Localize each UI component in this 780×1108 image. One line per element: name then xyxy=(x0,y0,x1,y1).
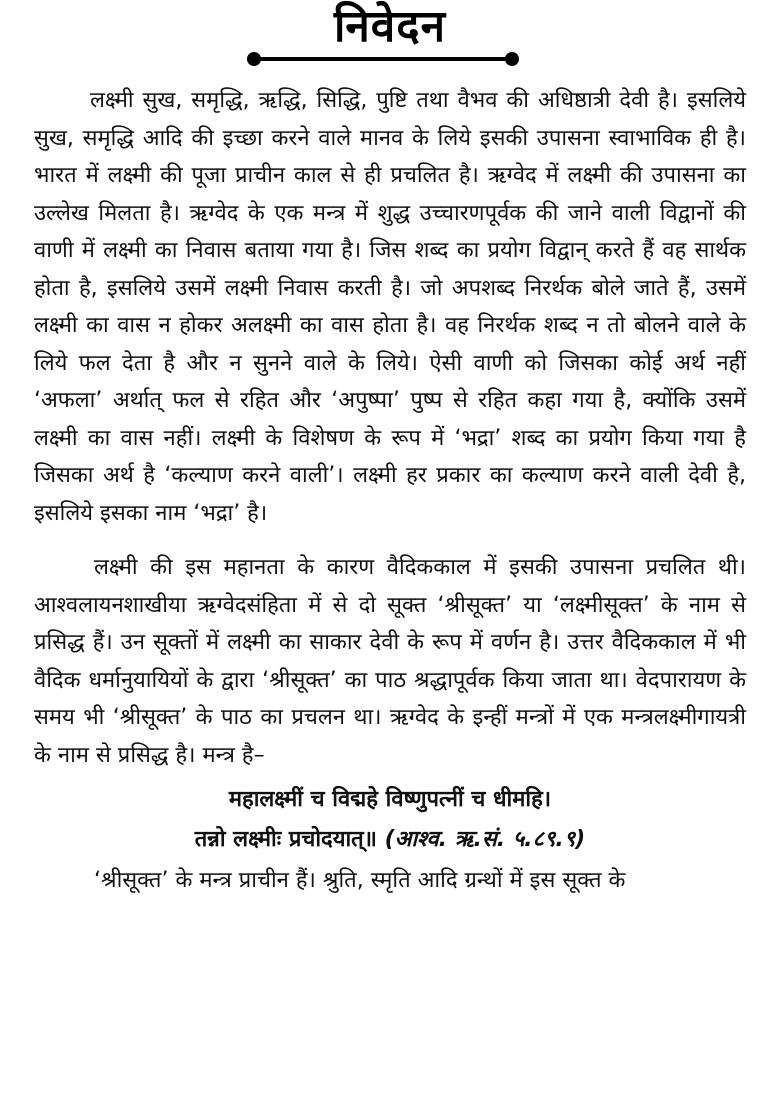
mantra-text: तन्नो लक्ष्मीः प्रचोदयात्॥ xyxy=(194,827,377,852)
page-title: निवेदन xyxy=(333,1,447,52)
paragraph-3: ‘श्रीसूक्त’ के मन्त्र प्राचीन हैं। श्रुति, स्मृति आदि ग्रन्थों में इस सूक्त के xyxy=(94,868,626,893)
mantra-line-2 xyxy=(34,820,746,860)
paragraph-1: लक्ष्मी सुख, समृद्धि, ऋद्धि, सिद्धि, पुष्टि तथा वैभव की अधिष्ठात्री देवी है। इसलिये सुख, समृद्धि आदि की इच्छा करने वाले मानव के लिये इसकी उपासना स्वाभाविक ही है। भारत में लक्ष्मी की पूजा प्राचीन काल से ही प्रचलित है। ऋग्वेद में लक्ष्मी की उपासना का उल्लेख मिलता है। ऋग्वेद के एक मन्त्र में शुद्ध उच्चारणपूर्वक की जाने वाली विद्वानों की वाणी में लक्ष्मी का निवास बताया गया है। जिस शब्द का प्रयोग विद्वान् करते हैं वह सार्थक होता है, इसलिये उसमें लक्ष्मी निवास करती है। जो अपशब्द निरर्थक बोले जाते हैं, उसमें लक्ष्मी का वास न होकर अलक्ष्मी का वास होता है। वह निरर्थक शब्द न तो बोलने वाले के लिये फल देता है और न सुनने वाले के लिये। ऐसी वाणी को जिसका कोई अर्थ नहीं ‘अफला’ अर्थात् फल से रहित और ‘अपुष्पा’ पुष्प से रहित कहा गया है, क्योंकि उसमें लक्ष्मी का वास नहीं। लक्ष्मी के विशेषण के रूप में ‘भद्रा’ शब्द का प्रयोग किया गया है जिसका अर्थ है ‘कल्याण करने वाली’। लक्ष्मी हर प्रकार का कल्याण करने वाली देवी है, इसलिये इसका नाम ‘भद्रा’ है। xyxy=(34,88,746,526)
divider-dot-right xyxy=(505,52,519,66)
title-underline-divider xyxy=(253,57,513,61)
paragraph-2: लक्ष्मी की इस महानता के कारण वैदिककाल में इसकी उपासना प्रचलित थी। आश्वलायनशाखीया ऋग्वेदसंहिता में से दो सूक्त ‘श्रीसूक्त’ या ‘लक्ष्मीसूक्त’ के नाम से प्रसिद्ध हैं। उन सूक्तों में लक्ष्मी का साकार देवी के रूप में वर्णन है। उत्तर वैदिककाल में भी वैदिक धर्मानुयायियों के द्वारा ‘श्रीसूक्त’ का पाठ श्रद्धापूर्वक किया जाता था। वेदपारायण के समय भी ‘श्रीसूक्त’ के पाठ का प्रचलन था। ऋग्वेद के इन्हीं मन्त्रों में एक मन्त्रलक्ष्मीगायत्री के नाम से प्रसिद्ध है। मन्त्र है– xyxy=(34,555,746,768)
divider-dot-left xyxy=(247,52,261,66)
mantra-reference: (आश्व. ऋ.सं. ५.८९.९) xyxy=(384,827,586,852)
body-text xyxy=(34,82,746,900)
mantra-line-1: महालक्ष्मीं च विद्महे विष्णुपत्नीं च धीमहि। xyxy=(228,787,552,812)
